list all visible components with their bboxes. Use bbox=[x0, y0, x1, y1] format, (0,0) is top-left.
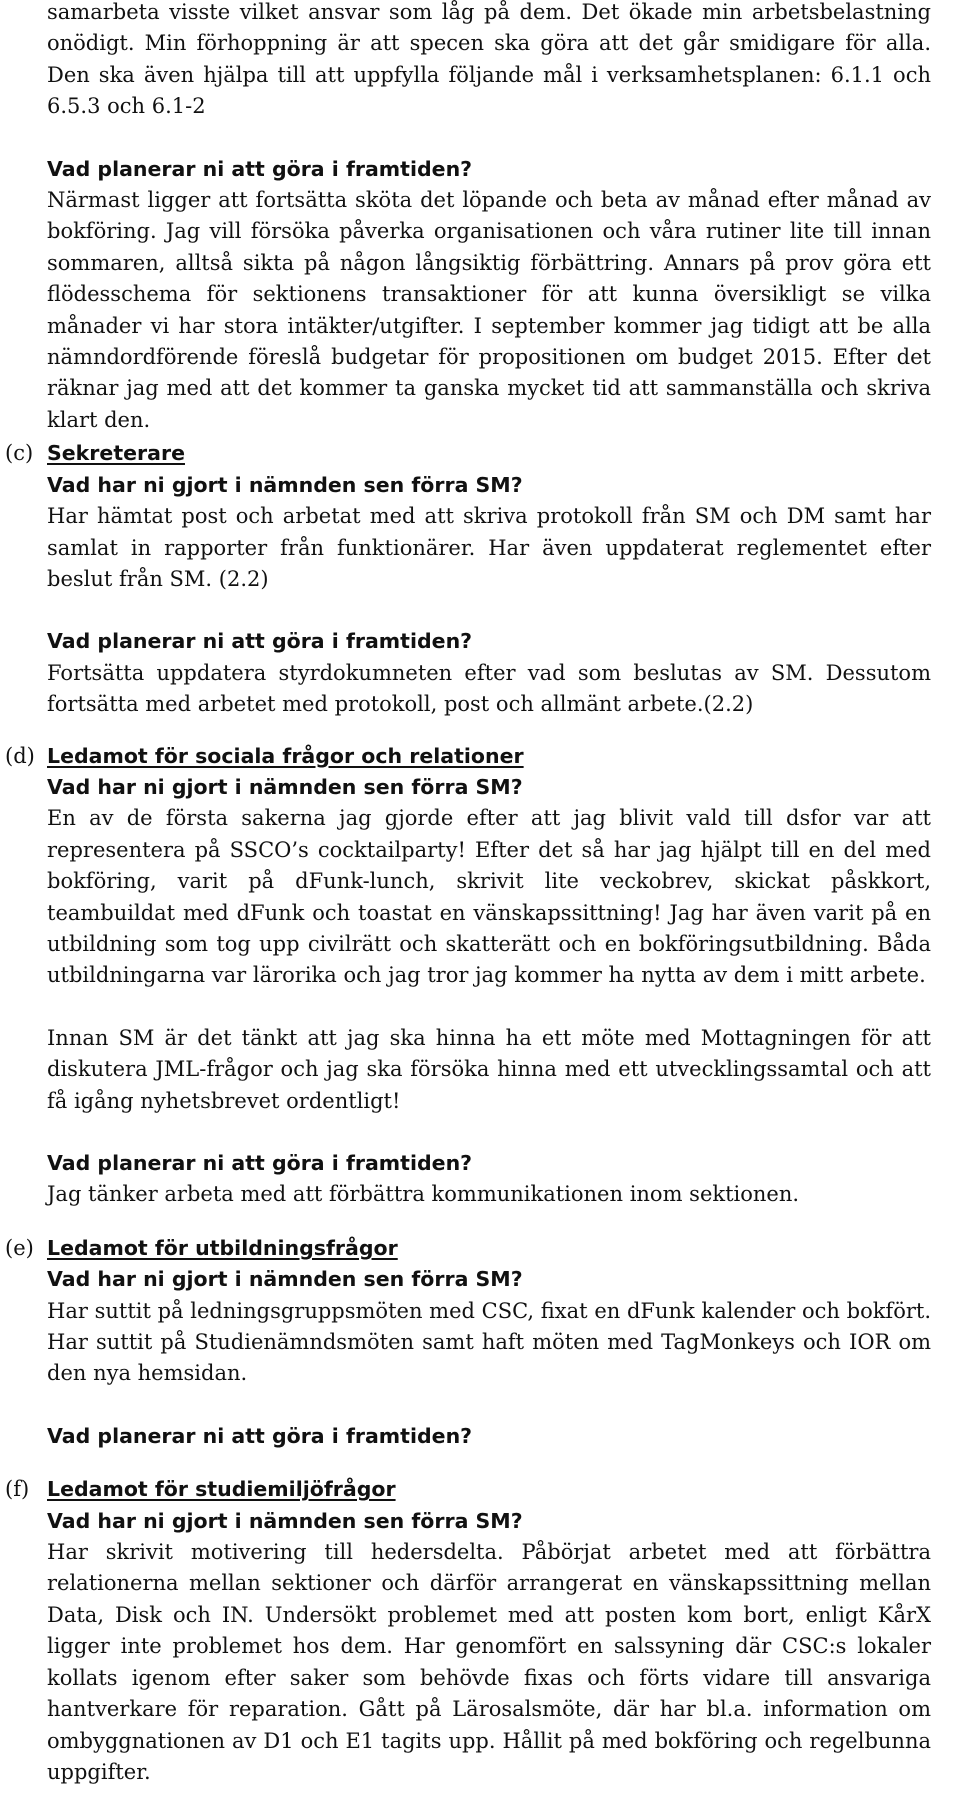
done-heading: Vad har ni gjort i nämnden sen förra SM? bbox=[47, 1508, 523, 1533]
future-heading: Vad planerar ni att göra i framtiden? bbox=[47, 156, 473, 181]
done-paragraph: En av de första sakerna jag gjorde efter att jag blivit vald till dsfor var att representera på SSCO’s cocktailparty! Efter det så har jag hjälpt till en del med bokföring, varit på dFunk-lunch, skrivit lite veckobrev, skickat påskkort, teambuildat med dFunk och toastat en vänskapssittning! Jag har även varit på en utbildning som tog upp civilrätt och skatterätt och en bokföringsutbildning. Båda utbildningarna var lärorika och jag tror jag kommer ha nytta av dem i mitt arbete. bbox=[47, 806, 931, 988]
section-study-environment bbox=[5, 1474, 931, 1788]
intro-paragraph: samarbeta visste vilket ansvar som låg på dem. Det ökade min arbetsbelastning onödigt. Min förhoppning är att specen ska göra att det går smidigare för alla. Den ska även hjälpa till att uppfylla följande mål i verksamhetsplanen: 6.1.1 och 6.5.3 och 6.1-2 bbox=[47, 0, 931, 119]
section-title: Ledamot för utbildningsfrågor bbox=[47, 1235, 398, 1260]
done-paragraph: Har skrivit motivering till hedersdelta. Påbörjat arbetet med att förbättra relationerna mellan sektioner och därför arrangerat en vänskapssittning mellan Data, Disk och IN. Undersökt problemet med att posten kom bort, enligt KårX ligger inte problemet hos dem. Har genomfört en salssyning där CSC:s lokaler kollats igenom efter saker som behövde fixas och förts vidare till ansvariga hantverkare för reparation. Gått på Lärosalsmöte, där har bl.a. information om ombyggnationen av D1 och E1 tagits upp. Hållit på med bokföring och regelbunna uppgifter. bbox=[47, 1540, 931, 1784]
section-marker: (e) bbox=[5, 1235, 34, 1260]
done-heading: Vad har ni gjort i nämnden sen förra SM? bbox=[47, 774, 523, 799]
done-heading: Vad har ni gjort i nämnden sen förra SM? bbox=[47, 1267, 523, 1292]
document-body bbox=[5, 0, 931, 1788]
section-secretary bbox=[5, 438, 931, 720]
done-paragraph: Innan SM är det tänkt att jag ska hinna ha ett möte med Mottagningen för att diskutera JML-frågor och jag ska försöka hinna med ett utvecklingssamtal och att få igång nyhetsbrevet ordentligt! bbox=[47, 1025, 931, 1113]
section-marker: (f) bbox=[5, 1477, 30, 1502]
future-paragraph: Jag tänker arbeta med att förbättra kommunikationen inom sektionen. bbox=[47, 1182, 800, 1207]
section-marker: (d) bbox=[5, 743, 35, 768]
section-title: Ledamot för sociala frågor och relationer bbox=[47, 743, 524, 768]
section-education bbox=[5, 1233, 931, 1452]
done-paragraph: Har suttit på ledningsgruppsmöten med CSC, fixat en dFunk kalender och bokfört. Har suttit på Studienämndsmöten samt haft möten med TagMonkeys och IOR om den nya hemsidan. bbox=[47, 1298, 931, 1386]
section-social bbox=[5, 741, 931, 1211]
future-paragraph: Närmast ligger att fortsätta sköta det löpande och beta av månad efter månad av bokföring. Jag vill försöka påverka organisationen och våra rutiner lite till innan sommaren, alltså sikta på någon långsiktig förbättring. Annars på prov göra ett flödesschema för sektionens transaktioner för att kunna översikligt se vilka månader vi har stora intäkter/utgifter. I september kommer jag tidigt att be alla nämndordförende föreslå budgetar för propositionen om budget 2015. Efter det räknar jag med att det kommer ta ganska mycket tid att sammanställa och skriva klart den. bbox=[47, 188, 931, 432]
future-heading: Vad planerar ni att göra i framtiden? bbox=[47, 629, 473, 654]
future-heading: Vad planerar ni att göra i framtiden? bbox=[47, 1423, 473, 1448]
section-title: Sekreterare bbox=[47, 441, 185, 466]
future-heading: Vad planerar ni att göra i framtiden? bbox=[47, 1151, 473, 1175]
future-paragraph: Fortsätta uppdatera styrdokumneten efter vad som beslutas av SM. Dessutom fortsätta med arbetet med protokoll, post och allmänt arbete.(2.2) bbox=[47, 660, 931, 717]
done-heading: Vad har ni gjort i nämnden sen förra SM? bbox=[47, 472, 523, 497]
done-paragraph: Har hämtat post och arbetat med att skriva protokoll från SM och DM samt har samlat in rapporter från funktionärer. Har även uppdaterat reglementet efter beslut från SM. (2.2) bbox=[47, 504, 931, 591]
section-title: Ledamot för studiemiljöfrågor bbox=[47, 1477, 396, 1502]
section-marker: (c) bbox=[5, 441, 34, 466]
